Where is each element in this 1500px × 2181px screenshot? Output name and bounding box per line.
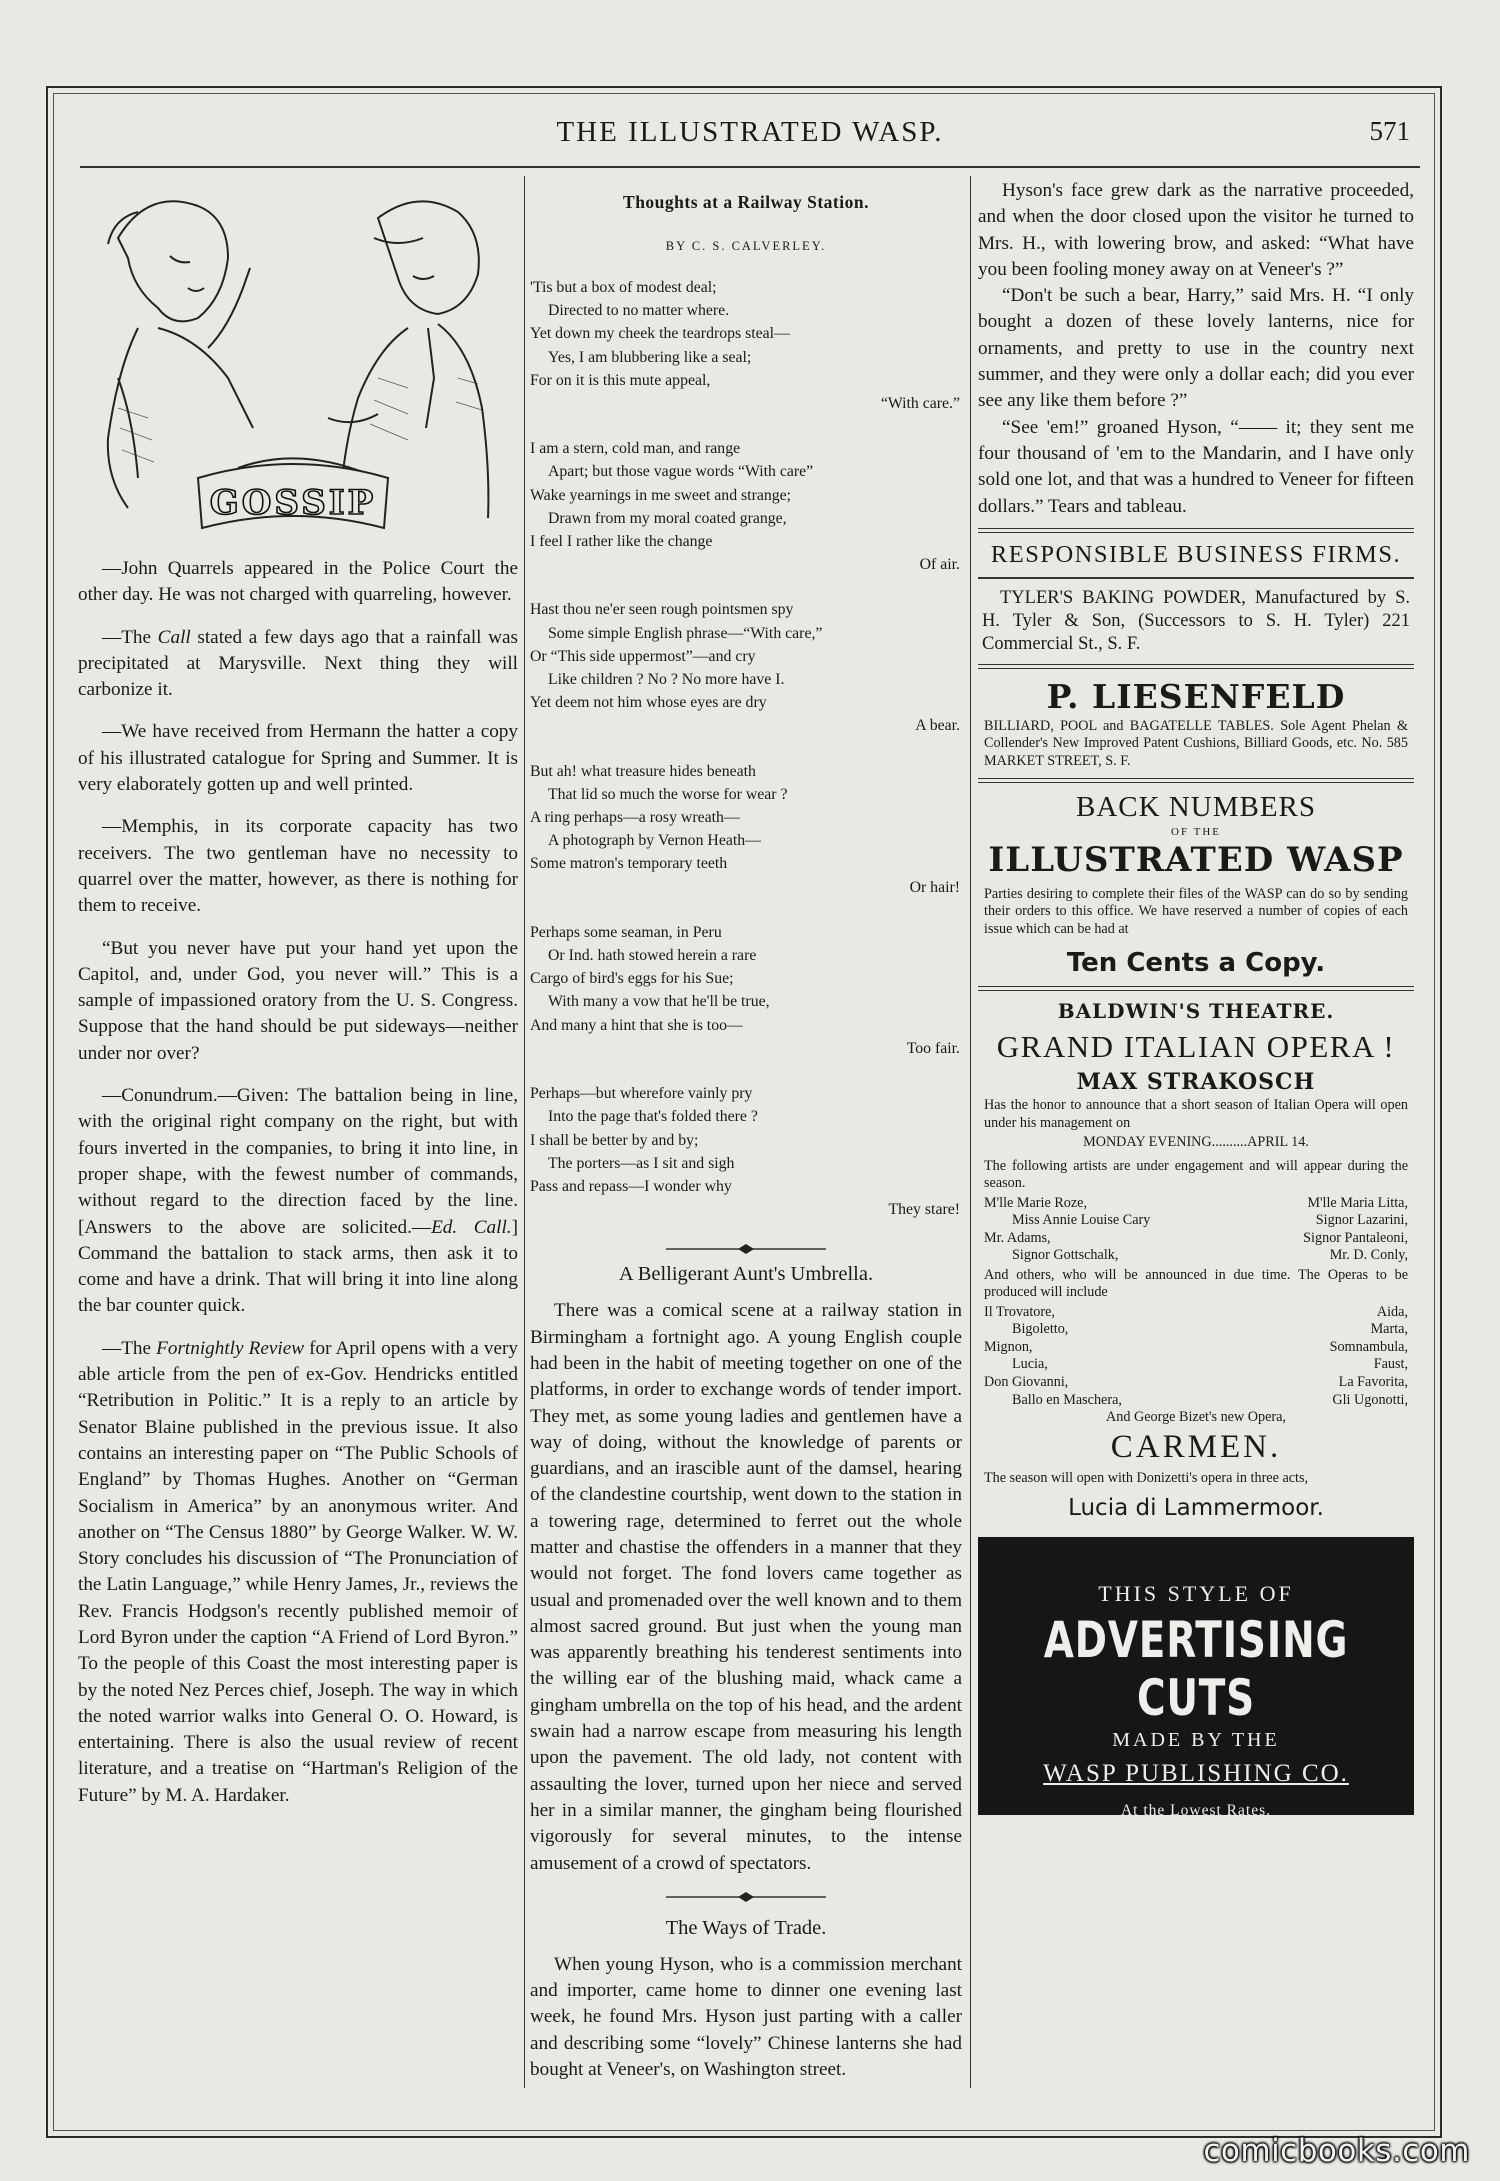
list-item-text: Il Trovatore, <box>984 1303 1055 1320</box>
cuts-line-5: At the Lowest Rates. <box>1120 1802 1271 1820</box>
baldwin-intro: Has the honor to announce that a short season of Italian Opera will open under his management on <box>984 1097 1408 1131</box>
poem-line: Cargo of bird's eggs for his Sue; <box>530 970 734 988</box>
cuts-line-4: WASP PUBLISHING CO. <box>1043 1760 1349 1788</box>
advertising-cuts-ad <box>978 1537 1414 1820</box>
news-item-6: —Conundrum.—Given: The battalion being in line, with the original right company on the right, but with fours inverted in the companies, to bring it into line, in proper shape, with the fewest number of commands, without regard to the direction faced by the line. [Answers to the above are solicited.—Ed. Call.] Command the battalion to stack arms, then ask it to come and have a drink. That will bring it into line along the bar counter quick. <box>78 1085 518 1317</box>
column-2 <box>530 178 962 2083</box>
list-item-text: Signor Lazarini, <box>1315 1212 1408 1229</box>
poem-line: For on it is this mute appeal, <box>530 371 711 389</box>
list-item <box>984 1304 1408 1322</box>
poem-line: A bear. <box>915 717 960 735</box>
list-item-text: Signor Gottschalk, <box>1012 1247 1119 1264</box>
ornament-divider-1 <box>666 1243 826 1255</box>
liesenfeld-name: P. LIESENFELD <box>1046 676 1346 716</box>
list-item-text: Miss Annie Louise Cary <box>1012 1212 1151 1229</box>
poem-stanza <box>530 276 962 415</box>
baldwin-carmen: CARMEN. <box>1110 1428 1282 1465</box>
list-item-text: Don Giovanni, <box>984 1374 1069 1391</box>
poem-line: Like children ? No ? No more have I. <box>548 671 785 689</box>
poem-line: Perhaps—but wherefore vainly pry <box>530 1085 753 1103</box>
baldwin-operas <box>984 1304 1408 1410</box>
watermark: comicbooks.com <box>1203 2133 1470 2169</box>
list-item <box>984 1321 1408 1339</box>
news-item-3: —We have received from Hermann the hatter a copy of his illustrated catalogue for Spring and Summer. It is very elaborately gotten up and well printed. <box>78 721 518 796</box>
news-item-2: —The Call stated a few days ago that a rainfall was precipitated at Marysville. Next thing they will carbonize it. <box>78 626 518 701</box>
gossip-banner-text: GOSSIP <box>209 483 377 523</box>
poem-line: Some matron's temporary teeth <box>530 855 728 873</box>
column-1 <box>78 178 518 1809</box>
news-item-1: —John Quarrels appeared in the Police Court the other day. He was not charged with quarreling, however. <box>78 558 518 606</box>
poem-line: But ah! what treasure hides beneath <box>530 762 756 780</box>
poem-stanza <box>530 1082 962 1221</box>
liesenfeld-ad <box>978 677 1414 770</box>
back-numbers-ad <box>978 791 1414 978</box>
list-item-text: Aida, <box>1376 1303 1408 1320</box>
baldwin-manager: MAX STRAKOSCH <box>1076 1069 1316 1096</box>
list-item-text: Bigoletto, <box>1012 1321 1069 1338</box>
poem-line: A ring perhaps—a rosy wreath— <box>530 809 740 827</box>
baldwin-opera-heading: GRAND ITALIAN OPERA ! <box>996 1029 1396 1065</box>
trade-paragraph-1: When young Hyson, who is a commission merchant and importer, came home to dinner one evening last week, he found Mrs. Hyson just parting with a caller and describing some “lovely” Chinese lanterns she had bought at Veneer's, on Washington street. <box>530 1953 962 2081</box>
baldwin-bizet: And George Bizet's new Opera, <box>1106 1409 1286 1426</box>
poem-line: And many a hint that she is too— <box>530 1016 743 1034</box>
baldwin-lucia: Lucia di Lammermoor. <box>1068 1495 1324 1522</box>
list-item-text: Mr. D. Conly, <box>1329 1247 1408 1264</box>
poem-stanza <box>530 598 962 737</box>
poem-stanza <box>530 921 962 1060</box>
back-numbers-price: Ten Cents a Copy. <box>1066 948 1326 979</box>
back-numbers-text: Parties desiring to complete their files of the WASP can do so by sending their orders to this office. We have reserved a number of copies of each issue which can be had at <box>984 886 1408 937</box>
masthead-title: THE ILLUSTRATED WASP. <box>556 116 944 148</box>
news-item-5: “But you never have put your hand yet upon the Capitol, and, under God, you never will.” This is a sample of impassioned oratory from the U. S. Congress. Suppose that the hand should be put sideways—neither under nor over? <box>78 937 518 1064</box>
poem-line: Yes, I am blubbering like a seal; <box>548 348 752 366</box>
poem-line: Yet down my cheek the teardrops steal— <box>530 325 790 343</box>
poem-line: Or “This side uppermost”—and cry <box>530 647 756 665</box>
poem-line: A photograph by Vernon Heath— <box>548 832 761 850</box>
poem-line: I am a stern, cold man, and range <box>530 440 741 458</box>
list-item-text: Lucia, <box>1012 1356 1048 1373</box>
list-item-text: Gli Ugonotti, <box>1332 1391 1408 1408</box>
baldwin-ad <box>978 999 1414 1521</box>
baldwin-others: And others, who will be announced in due time. The Operas to be produced will include <box>984 1266 1408 1301</box>
business-firms-heading: RESPONSIBLE BUSINESS FIRMS. <box>990 540 1402 568</box>
list-item <box>984 1356 1408 1374</box>
cuts-line-1: THIS STYLE OF <box>1098 1581 1294 1607</box>
list-item-text: Mr. Adams, <box>984 1229 1051 1246</box>
poem-line: Directed to no matter where. <box>548 302 730 320</box>
cuts-line-3: MADE BY THE <box>1112 1729 1280 1752</box>
list-item-text: Signor Pantaleoni, <box>1303 1229 1408 1246</box>
poem-line: The porters—as I sit and sigh <box>548 1154 735 1172</box>
baldwin-artists-intro: The following artists are under engagement and will appear during the season. <box>984 1157 1408 1192</box>
poem-line: Yet deem not him whose eyes are dry <box>530 694 767 712</box>
poem-line: Of air. <box>919 556 960 574</box>
list-item <box>984 1339 1408 1357</box>
ornament-divider-2 <box>666 1891 826 1903</box>
poem-stanza <box>530 437 962 576</box>
poem-line: Perhaps some seaman, in Peru <box>530 923 722 941</box>
poem-line: Too fair. <box>906 1039 960 1057</box>
list-item-text: Somnambula, <box>1329 1338 1408 1355</box>
trade-title: The Ways of Trade. <box>665 1916 827 1939</box>
poem-line: Pass and repass—I wonder why <box>530 1177 732 1195</box>
page-number: 571 <box>1369 116 1410 146</box>
baldwin-date: MONDAY EVENING..........APRIL 14. <box>1083 1134 1309 1151</box>
news-items <box>78 556 518 1809</box>
poem-line: Drawn from my moral coated grange, <box>548 509 787 527</box>
list-item <box>984 1212 1408 1230</box>
news-item-4: —Memphis, in its corporate capacity has two receivers. The two gentleman have no necessity to quarrel over the matter, however, as there is nothing for them to receive. <box>78 816 518 917</box>
section-rule <box>978 528 1414 533</box>
poem-line: “With care.” <box>880 395 960 413</box>
poem-title: Thoughts at a Railway Station. <box>623 192 869 212</box>
poem-line: I feel I rather like the change <box>530 533 713 551</box>
poem-line: I shall be better by and by; <box>530 1131 699 1149</box>
trade-paragraph-3: “Don't be such a bear, Harry,” said Mrs. H. “I only bought a dozen of these lovely lanterns, nice for ornaments, and pretty to use in the country next summer, and they were only a dollar each; did you ever see any like them before ?” <box>978 285 1414 412</box>
poem-line: Or hair! <box>909 878 960 896</box>
list-item-text: M'lle Maria Litta, <box>1307 1194 1408 1211</box>
back-numbers-of-the: OF THE <box>1171 826 1221 839</box>
poem-line: That lid so much the worse for wear ? <box>548 785 788 803</box>
baldwin-artists <box>984 1195 1408 1265</box>
baldwin-season: The season will open with Donizetti's opera in three acts, <box>984 1469 1309 1486</box>
gossip-illustration <box>78 178 518 556</box>
poem-line: Or Ind. hath stowed herein a rare <box>548 947 757 965</box>
list-item-text: M'lle Marie Roze, <box>984 1194 1088 1211</box>
poem-stanza <box>530 760 962 899</box>
poem-line: Into the page that's folded there ? <box>548 1108 758 1126</box>
list-item <box>984 1230 1408 1248</box>
list-item <box>984 1195 1408 1213</box>
list-item-text: Faust, <box>1373 1356 1408 1373</box>
back-numbers-heading: BACK NUMBERS <box>1075 791 1317 824</box>
running-head <box>80 112 1420 156</box>
news-item-7: —The Fortnightly Review for April opens with a very able article from the pen of ex-Gov. Hendricks entitled “Retribution in Politic.” It is a reply to an article by Senator Blaine published in the previous issue. It also contains an interesting paper on “The Public Schools of England” by Thomas Hughes. Another on “German Socialism in America” by an anonymous writer. And another on “The Census 1880” by George Walker. W. W. Story concludes his discussion of “The Pronunciation of the Latin Language,” while Henry James, Jr., reviews the Rev. Francis Hodgson's recently published memoir of Lord Byron under the caption “A Friend of Lord Byron.” To the people of this Coast the most interesting paper is by the noted Nez Perces chief, Joseph. The way in which the noted warrior walks into General O. O. Howard, is entertaining. There is also the usual review of recent literature, and a treatise on “Hartman's Religion of the Future” by M. A. Hardaker. <box>78 1337 518 1806</box>
list-item <box>984 1247 1408 1265</box>
list-item-text: Ballo en Maschera, <box>1012 1391 1122 1408</box>
poem <box>530 276 962 1221</box>
column-rule-2 <box>970 176 971 2088</box>
poem-line: Some simple English phrase—“With care,” <box>548 624 823 642</box>
liesenfeld-text: BILLIARD, POOL and BAGATELLE TABLES. Sole Agent Phelan & Collender's New Improved Patent Cushions, Billiard Goods, etc. No. 585 MARKET STREET, S. F. <box>984 717 1408 769</box>
poem-byline: BY C. S. CALVERLEY. <box>665 239 827 253</box>
header-rule <box>80 166 1420 168</box>
cuts-line-2: ADVERTISING CUTS <box>1043 1611 1349 1728</box>
list-item <box>984 1374 1408 1392</box>
trade-paragraph-2: Hyson's face grew dark as the narrative proceeded, and when the door closed upon the visitor he turned to Mrs. H., with lowering brow, and asked: “What have you been fooling money away on at Veneer's ?” <box>978 180 1414 280</box>
umbrella-text: There was a comical scene at a railway station in Birmingham a fortnight ago. A young English couple had been in the habit of meeting together on one of the platforms, in order to exchange words of tender import. They met, as some young ladies and gentlemen have a way of doing, without the knowledge of parents or guardians, and an irascible aunt of the damsel, hearing of the clandestine courtship, went down to the station in a towering rage, determined to ferret out the whole matter and chastise the offenders in a manner that they would not forget. The fond lovers came together as usual and promenaded over the well known and to them almost sacred ground. But just when the young man was apparently breathing his tenderest sentiments into the willing ear of the blushing maid, whack came a gingham umbrella on the top of his head, and the ardent swain had a narrow escape from measuring his length upon the pavement. The old lady, not content with assaulting the lover, turned upon her niece and served her in a similar manner, the gingham being flourished vigorously for several minutes, to the intense amusement of a crowd of spectators. <box>530 1300 962 1874</box>
poem-line: They stare! <box>888 1201 960 1219</box>
list-item <box>984 1392 1408 1410</box>
poem-line: 'Tis but a box of modest deal; <box>530 279 717 296</box>
poem-line: Wake yearnings in me sweet and strange; <box>530 486 792 504</box>
list-item-text: La Favorita, <box>1338 1374 1408 1391</box>
poem-line: Hast thou ne'er seen rough pointsmen spy <box>530 601 794 619</box>
list-item-text: Marta, <box>1370 1321 1408 1338</box>
umbrella-title: A Belligerant Aunt's Umbrella. <box>618 1263 874 1286</box>
tyler-ad: TYLER'S BAKING POWDER, Manufactured by S. H. Tyler & Son, (Successors to S. H. Tyler) 221 Commercial St., S. F. <box>982 587 1410 654</box>
baldwin-theatre: BALDWIN'S THEATRE. <box>1057 999 1335 1024</box>
trade-paragraph-4: “See 'em!” groaned Hyson, “—— it; they sent me four thousand of 'em to the Mandarin, and I have only sold one lot, and that was a hundred to Veneer for fifteen dollars.” Tears and tableau. <box>978 416 1414 517</box>
poem-line: With many a vow that he'll be true, <box>548 993 770 1011</box>
column-rule-1 <box>524 176 525 2088</box>
poem-line: Apart; but those vague words “With care” <box>548 463 814 481</box>
list-item-text: Mignon, <box>984 1338 1033 1355</box>
back-numbers-title: ILLUSTRATED WASP <box>988 840 1404 881</box>
column-3 <box>978 178 1414 1820</box>
